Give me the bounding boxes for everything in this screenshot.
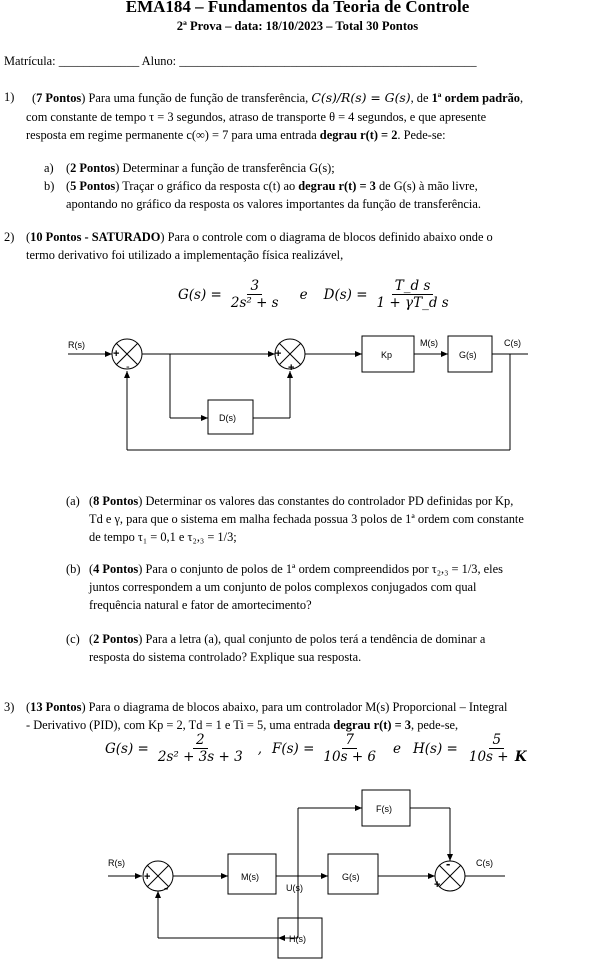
q3-equations [103,732,534,765]
q2-g-num: 3 [247,278,262,295]
q2b-line2: juntos correspondem a um conjunto de polos complexos conjugados com qual [89,580,477,594]
q2-d-den: 1 + γT_d s [376,295,449,311]
student-line [4,54,477,69]
q3-line2 [26,718,458,733]
q3-f-fraction [318,732,381,765]
q3-line2-text: - Derivativo (PID), com Kp = 2, Td = 1 e Ti = 5, uma entrada [26,718,334,732]
q2-block-diagram [60,330,530,480]
q2-sum1-minus: - [126,361,130,373]
q3-block-diagram [100,788,510,960]
q2-g-den: 2s² + s [230,295,279,311]
q3-input-label: R(s) [108,858,125,868]
q2-sum2-plus-left: + [275,348,282,360]
q2-g-label: G(s) [459,350,477,360]
q3-output-label: C(s) [476,858,493,868]
q2-line1-text: ) Para o controle com o diagrama de blocos definido abaixo onde o [160,230,493,244]
q3-h-den-a: 10s + [468,749,513,765]
q3-signal-u: U(s) [286,883,303,893]
q1b-label: b) [44,179,55,193]
exam-subtitle: 2ª Prova – data: 18/10/2023 – Total 30 Pontos [176,19,419,33]
q2b-points: 4 Pontos [93,562,139,576]
q3-number: 3) [4,700,15,714]
q3-points: 13 Pontos [30,700,82,714]
q3-sum2-plus: + [434,879,441,891]
q3-h-den [464,749,530,765]
q3-f-lhs: F(s) = [271,740,315,757]
q3-and: e [393,740,402,757]
q3-m-label: M(s) [241,872,259,882]
q1a-points: 2 Pontos [70,161,116,175]
q2c-label: (c) [66,632,80,646]
q1b-points: 5 Pontos [70,179,116,193]
q3-g-num: 2 [193,732,208,749]
q1-line3 [26,128,446,143]
q2-g-lhs: G(s) = [178,286,222,303]
q2a-line2: Td e γ, para que o sistema em malha fechada possua 3 polos de 1ª ordem com constante [89,512,524,526]
q3-g-fraction [153,732,248,765]
q2c-body: ) Para a letra (a), qual conjunto de polos terá a tendência de dominar a [138,632,486,646]
q3-f-den: 10s + 6 [323,749,377,765]
q2-kp-label: Kp [381,350,393,360]
q2-number: 2) [4,230,15,244]
q1-line2: com constante de tempo τ = 3 segundos, atraso de transporte θ = 4 segundos, e que apresente [26,110,487,124]
q1b-text: (5 Pontos) Traçar o gráfico da resposta c(t) ao degrau r(t) = 3 de G(s) à mão livre, [66,179,478,193]
q3-h-label: H(s) [289,934,306,944]
q2-points: 10 Pontos - SATURADO [30,230,161,244]
q1b-body: ) Traçar o gráfico da resposta c(t) ao [115,179,299,193]
q2-equations [176,278,456,311]
q2-output-label: C(s) [504,338,521,348]
q3-h-fraction [462,732,532,765]
q1-text-c: , de [410,91,432,105]
q3-f-label: F(s) [376,804,392,814]
q1-points: 7 Pontos [36,91,82,105]
q2-sum2-plus-bottom: + [288,362,295,374]
q3-h-num: 5 [489,732,504,749]
q2a-points: 8 Pontos [93,494,139,508]
q3-f-num: 7 [342,732,357,749]
q2-d-fraction [372,278,454,311]
q1-line3-text: resposta em regime permanente c(∞) = 7 para uma entrada [26,128,320,142]
q3-sum2-minus: - [446,856,451,871]
q1-step: degrau r(t) = 2 [319,128,398,142]
q1a-text: (2 Pontos) Determinar a função de transferência G(s); [66,161,335,175]
q2-signal-m: M(s) [420,338,438,348]
q2a-body: ) Determinar os valores das constantes do controlador PD definidas por Kp, [138,494,514,508]
q3-h-den-k: K [514,749,527,765]
q1-line1 [32,90,523,106]
q1-text: ) Para uma função de função de transferência, [81,91,312,105]
q2-g-fraction [226,278,284,311]
q2c-points: 2 Pontos [93,632,139,646]
q2-d-lhs: D(s) = [323,286,368,303]
q3-line1-body: ) Para o diagrama de blocos abaixo, para um controlador M(s) Proporcional – Integral [81,700,508,714]
page-title: EMA184 – Fundamentos da Teoria de Controle [125,0,470,16]
q3-g-den: 2s² + 3s + 3 [157,749,243,765]
q3-step: degrau r(t) = 3 [333,718,412,732]
q2-input-label: R(s) [68,340,85,350]
q2a-line1: (8 Pontos) Determinar os valores das constantes do controlador PD definidas por Kp, [89,494,514,508]
q1a-body: ) Determinar a função de transferência G(s); [115,161,335,175]
q2-line2: termo derivativo foi utilizado a implementação física realizável, [26,248,344,262]
q2c-line1: (2 Pontos) Para a letra (a), qual conjunto de polos terá a tendência de dominar a [89,632,486,646]
q1-line3-end: . Pede-se: [397,128,446,142]
q2c-line2: resposta do sistema controlado? Explique sua resposta. [89,650,362,664]
q3-sum1-plus: + [144,871,151,883]
q3-line1: (13 Pontos) Para o diagrama de blocos abaixo, para um controlador M(s) Proporcional – Integral [26,700,508,714]
q2-d-label: D(s) [219,413,236,423]
q2-d-num: T_d s [392,278,434,295]
q3-g-lhs: G(s) = [105,740,149,757]
q1b-line2: apontando no gráfico da resposta os valores importantes da função de transferência. [66,197,481,211]
q3-sum1-minus: - [164,880,169,895]
aluno-field[interactable]: Aluno: ________________________________________________ [141,54,477,68]
q1a-label: a) [44,161,54,175]
q2-sum1-plus: + [113,348,120,360]
q1b-step: degrau r(t) = 3 [298,179,376,193]
q2b-label: (b) [66,562,81,576]
matricula-field[interactable]: Matrícula: _____________ [4,54,140,68]
q2a-line3: de tempo τ₁ = 0,1 e τ₂,₃ = 1/3; [89,530,237,544]
q2-line1: (10 Pontos - SATURADO) Para o controle com o diagrama de blocos definido abaixo onde o [26,230,493,244]
q1-number: 1) [4,90,15,104]
q2b-line1: (4 Pontos) Para o conjunto de polos de 1ª ordem compreendidos por τ₂,₃ = 1/3, eles [89,562,503,576]
q1-paren: ( [32,91,37,105]
q2a-label: (a) [66,494,80,508]
q3-comma: , [257,740,262,757]
q2b-body: ) Para o conjunto de polos de 1ª ordem compreendidos por τ₂,₃ = 1/3, eles [138,562,503,576]
q1b-body2: de G(s) à mão livre, [375,179,478,193]
q2b-line3: frequência natural e fator de amortecimento? [89,598,312,612]
q3-line2-end: , pede-se, [411,718,459,732]
q1-tf: C(s)/R(s) = G(s) [311,90,411,105]
q3-g-label: G(s) [342,872,360,882]
q1-text-d: , [520,91,524,105]
q2-and: e [299,286,308,303]
q1-order: 1ª ordem padrão [431,91,520,105]
q3-h-lhs: H(s) = [413,740,458,757]
